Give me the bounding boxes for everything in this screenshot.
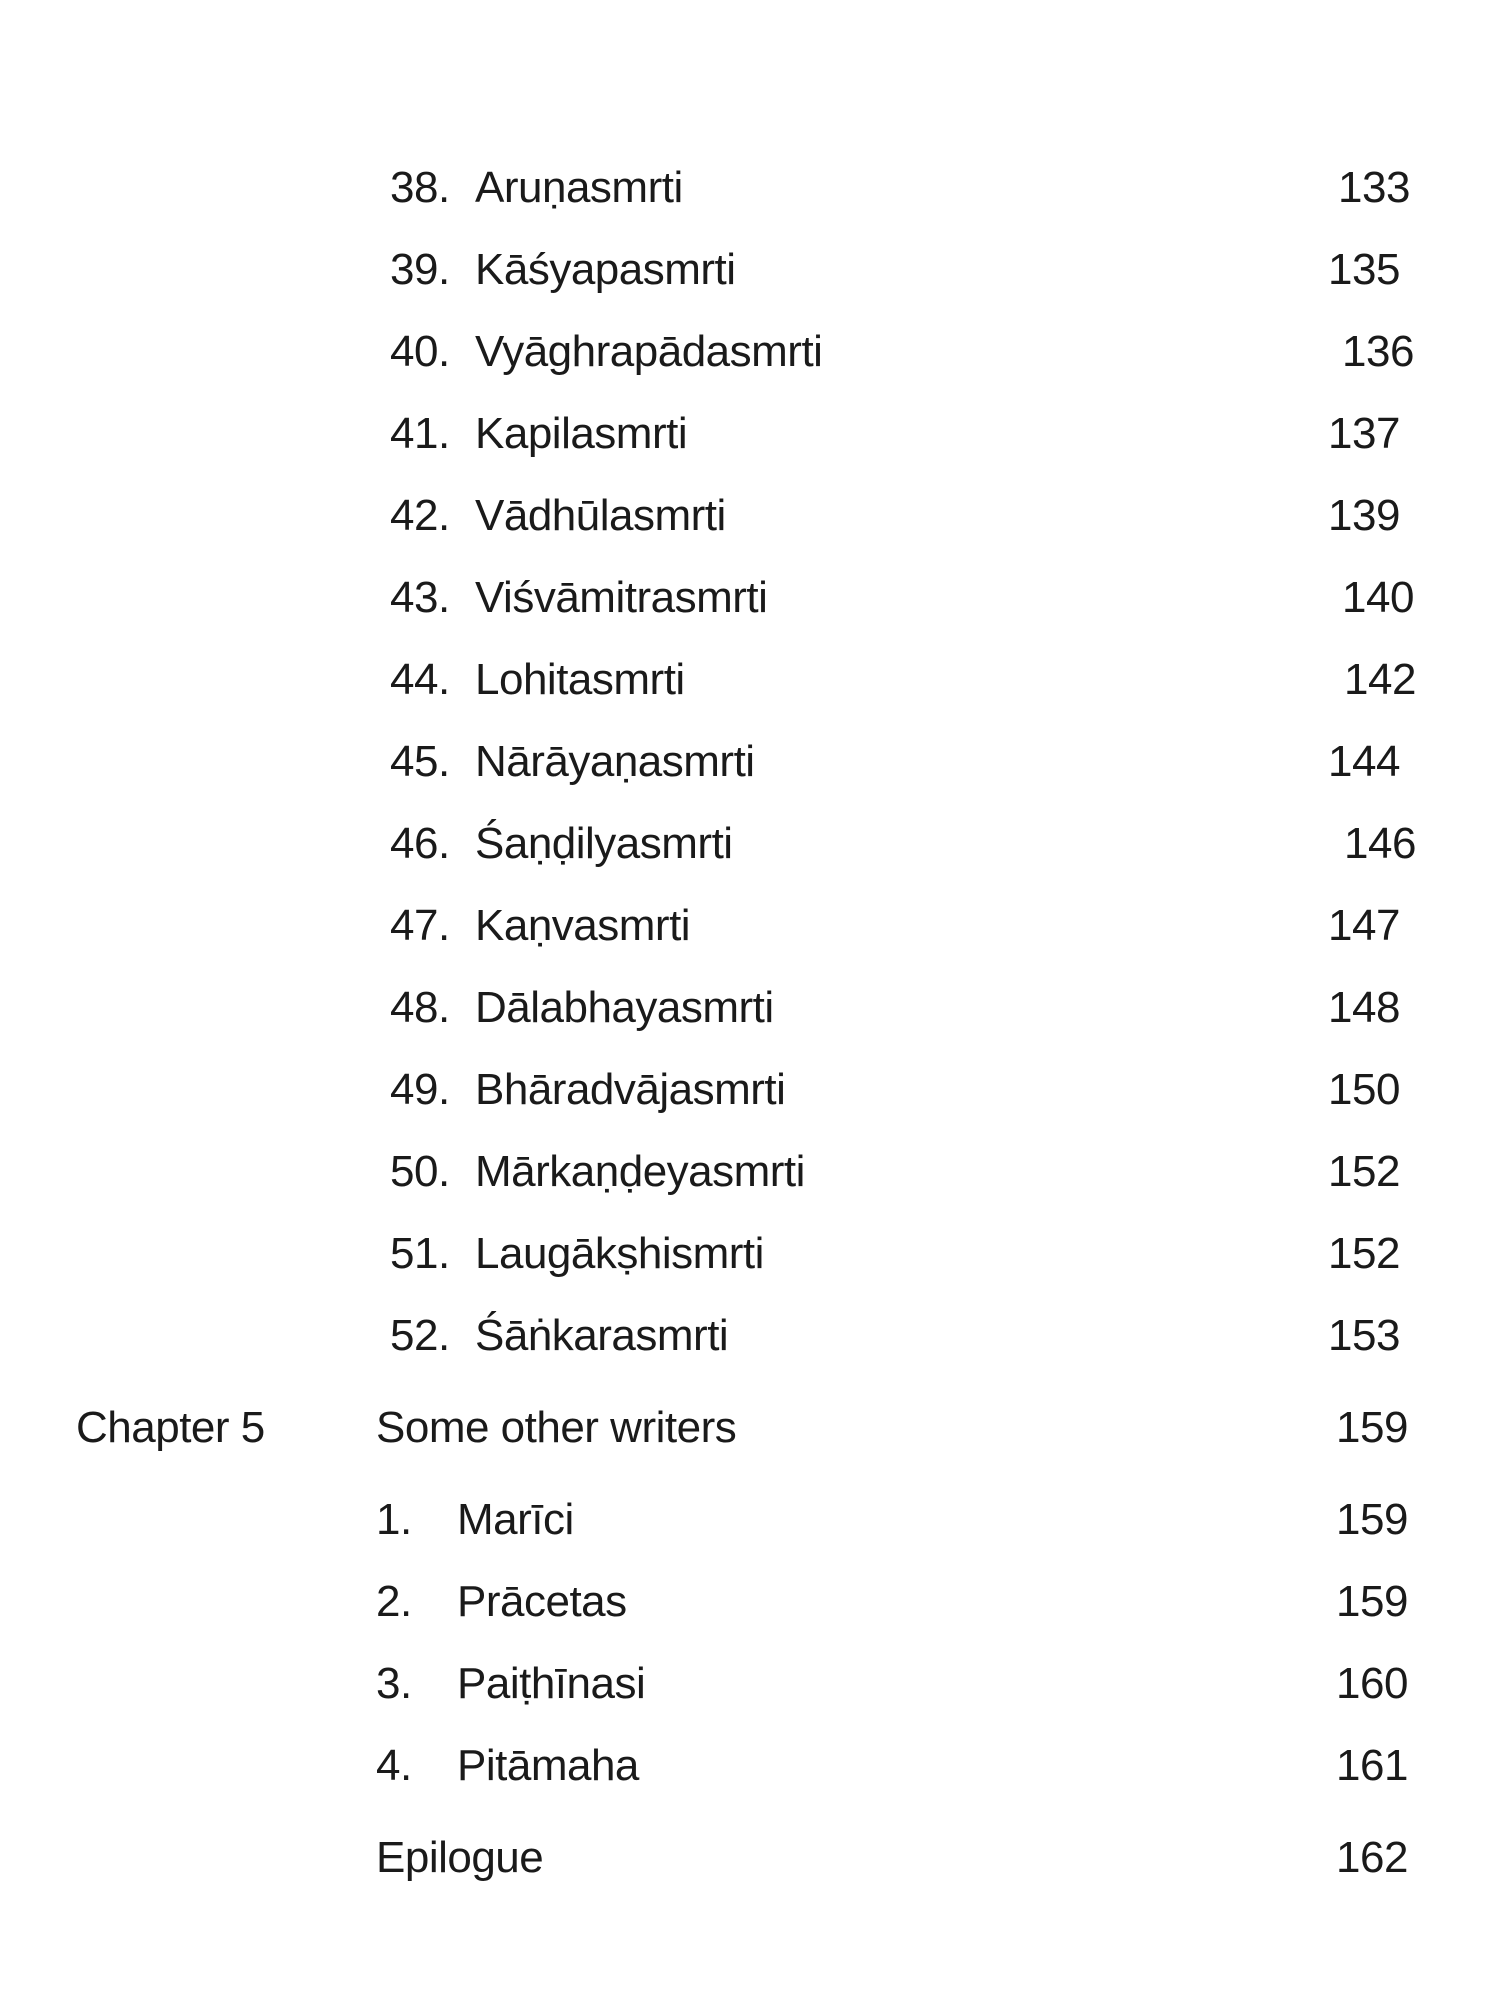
toc-entry — [0, 402, 1500, 466]
entry-page: 133 — [1338, 163, 1410, 212]
entry-title: Kaṇvasmrti — [475, 901, 691, 950]
toc-subentry — [0, 1488, 1500, 1552]
entry-page: 152 — [1328, 1229, 1400, 1278]
entry-number: 45. — [390, 737, 450, 786]
entry-title: Vādhūlasmrti — [475, 491, 726, 540]
chapter-title: Some other writers — [376, 1403, 737, 1452]
toc-entry — [0, 1304, 1500, 1368]
entry-number: 43. — [390, 573, 450, 622]
toc-entry — [0, 730, 1500, 794]
subentry-page: 161 — [1336, 1741, 1408, 1790]
chapter-page: 159 — [1336, 1403, 1408, 1452]
entry-number: 42. — [390, 491, 450, 540]
toc-entry — [0, 976, 1500, 1040]
epilogue-title: Epilogue — [376, 1833, 544, 1882]
subentry-page: 159 — [1336, 1495, 1408, 1544]
chapter-heading — [0, 1396, 1500, 1460]
entry-page: 136 — [1342, 327, 1414, 376]
entry-title: Viśvāmitrasmrti — [475, 573, 768, 622]
entry-page: 146 — [1344, 819, 1416, 868]
entry-title: Bhāradvājasmrti — [475, 1065, 786, 1114]
toc-entry — [0, 156, 1500, 220]
entry-title: Kāśyapasmrti — [475, 245, 736, 294]
subentry-title: Prācetas — [457, 1577, 627, 1626]
entry-number: 46. — [390, 819, 450, 868]
toc-entry — [0, 1140, 1500, 1204]
epilogue-page: 162 — [1336, 1833, 1408, 1882]
subentry-page: 160 — [1336, 1659, 1408, 1708]
subentry-number: 3. — [376, 1659, 412, 1708]
entry-page: 144 — [1328, 737, 1400, 786]
entry-page: 142 — [1344, 655, 1416, 704]
entry-number: 39. — [390, 245, 450, 294]
entry-page: 139 — [1328, 491, 1400, 540]
entry-page: 150 — [1328, 1065, 1400, 1114]
epilogue-entry — [0, 1826, 1500, 1890]
entry-number: 51. — [390, 1229, 450, 1278]
toc-subentry — [0, 1570, 1500, 1634]
subentry-title: Pitāmaha — [457, 1741, 639, 1790]
toc-entry — [0, 812, 1500, 876]
entry-title: Śāṅkarasmrti — [475, 1311, 729, 1360]
entry-number: 50. — [390, 1147, 450, 1196]
entry-page: 137 — [1328, 409, 1400, 458]
entry-number: 47. — [390, 901, 450, 950]
chapter-label: Chapter 5 — [76, 1403, 265, 1452]
entry-number: 48. — [390, 983, 450, 1032]
entry-title: Nārāyaṇasmrti — [475, 737, 755, 786]
toc-entry — [0, 1222, 1500, 1286]
entry-page: 135 — [1328, 245, 1400, 294]
entry-number: 41. — [390, 409, 450, 458]
entry-number: 52. — [390, 1311, 450, 1360]
toc-entry — [0, 320, 1500, 384]
entry-page: 153 — [1328, 1311, 1400, 1360]
entry-page: 148 — [1328, 983, 1400, 1032]
entry-title: Mārkaṇḍeyasmrti — [475, 1147, 805, 1196]
toc-entry — [0, 484, 1500, 548]
entry-title: Laugākṣhismrti — [475, 1229, 764, 1278]
subentry-number: 4. — [376, 1741, 412, 1790]
subentry-title: Marīci — [457, 1495, 574, 1544]
entry-number: 49. — [390, 1065, 450, 1114]
entry-page: 147 — [1328, 901, 1400, 950]
toc-entry — [0, 238, 1500, 302]
entry-page: 152 — [1328, 1147, 1400, 1196]
entry-page: 140 — [1342, 573, 1414, 622]
subentry-title: Paiṭhīnasi — [457, 1659, 646, 1708]
subentry-page: 159 — [1336, 1577, 1408, 1626]
entry-title: Śaṇḍilyasmrti — [475, 819, 733, 868]
toc-subentry — [0, 1652, 1500, 1716]
toc-entry — [0, 648, 1500, 712]
subentry-number: 2. — [376, 1577, 412, 1626]
toc-subentry — [0, 1734, 1500, 1798]
subentry-number: 1. — [376, 1495, 412, 1544]
entry-number: 40. — [390, 327, 450, 376]
entry-title: Dālabhayasmrti — [475, 983, 774, 1032]
toc-entry — [0, 894, 1500, 958]
entry-title: Kapilasmrti — [475, 409, 688, 458]
entry-title: Lohitasmrti — [475, 655, 685, 704]
toc-entry — [0, 566, 1500, 630]
entry-number: 44. — [390, 655, 450, 704]
entry-number: 38. — [390, 163, 450, 212]
entry-title: Aruṇasmrti — [475, 163, 683, 212]
entry-title: Vyāghrapādasmrti — [475, 327, 823, 376]
toc-entry — [0, 1058, 1500, 1122]
